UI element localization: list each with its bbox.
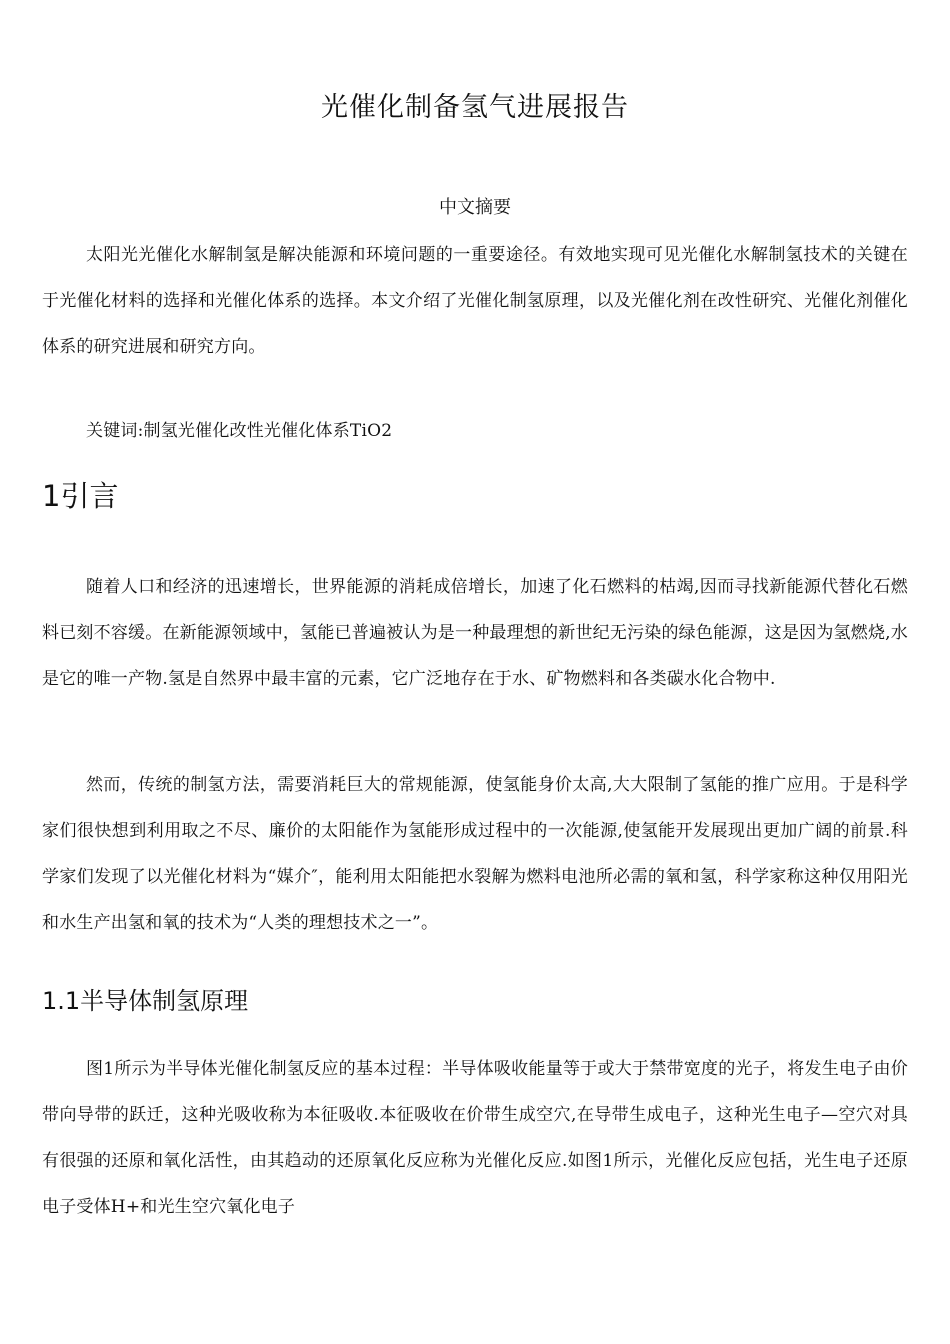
keywords-line: 关键词:制氢光催化改性光催化体系TiO2 xyxy=(86,421,393,441)
document-title: 光催化制备氢气进展报告 xyxy=(321,92,629,123)
section-1-1-heading: 1.1半导体制氢原理 xyxy=(42,987,249,1015)
section-1-paragraph-1: 随着人口和经济的迅速增长，世界能源的消耗成倍增长，加速了化石燃料的枯竭,因而寻找新能源代替化石燃料已刻不容缓。在新能源领域中，氢能已普遍被认为是一种最理想的新世纪无污染的绿色能源，这是因为氢燃烧,水是它的唯一产物.氢是自然界中最丰富的元素，它广泛地存在于水、矿物燃料和各类碳水化合物中. xyxy=(42,577,908,689)
section-1-heading: 1引言 xyxy=(42,479,119,513)
abstract-paragraph: 太阳光光催化水解制氢是解决能源和环境问题的一重要途径。有效地实现可见光催化水解制氢技术的关键在于光催化材料的选择和光催化体系的选择。本文介绍了光催化制氢原理，以及光催化剂在改性研究、光催化剂催化体系的研究进展和研究方向。 xyxy=(42,245,908,357)
abstract-heading: 中文摘要 xyxy=(439,197,511,218)
section-1-paragraph-2: 然而，传统的制氢方法，需要消耗巨大的常规能源，使氢能身价太高,大大限制了氢能的推广应用。于是科学家们很快想到利用取之不尽、廉价的太阳能作为氢能形成过程中的一次能源,使氢能开发展现出更加广阔的前景.科学家们发现了以光催化材料为“媒介″，能利用太阳能把水裂解为燃料电池所必需的氧和氢，科学家称这种仅用阳光和水生产出氢和氧的技术为“人类的理想技术之一”。 xyxy=(42,775,908,933)
section-1-1-paragraph-1: 图1所示为半导体光催化制氢反应的基本过程：半导体吸收能量等于或大于禁带宽度的光子，将发生电子由价带向导带的跃迁，这种光吸收称为本征吸收.本征吸收在价带生成空穴,在导带生成电子，这种光生电子—空穴对具有很强的还原和氧化活性，由其趋动的还原氧化反应称为光催化反应.如图1所示，光催化反应包括，光生电子还原电子受体H+和光生空穴氧化电子 xyxy=(42,1059,908,1217)
